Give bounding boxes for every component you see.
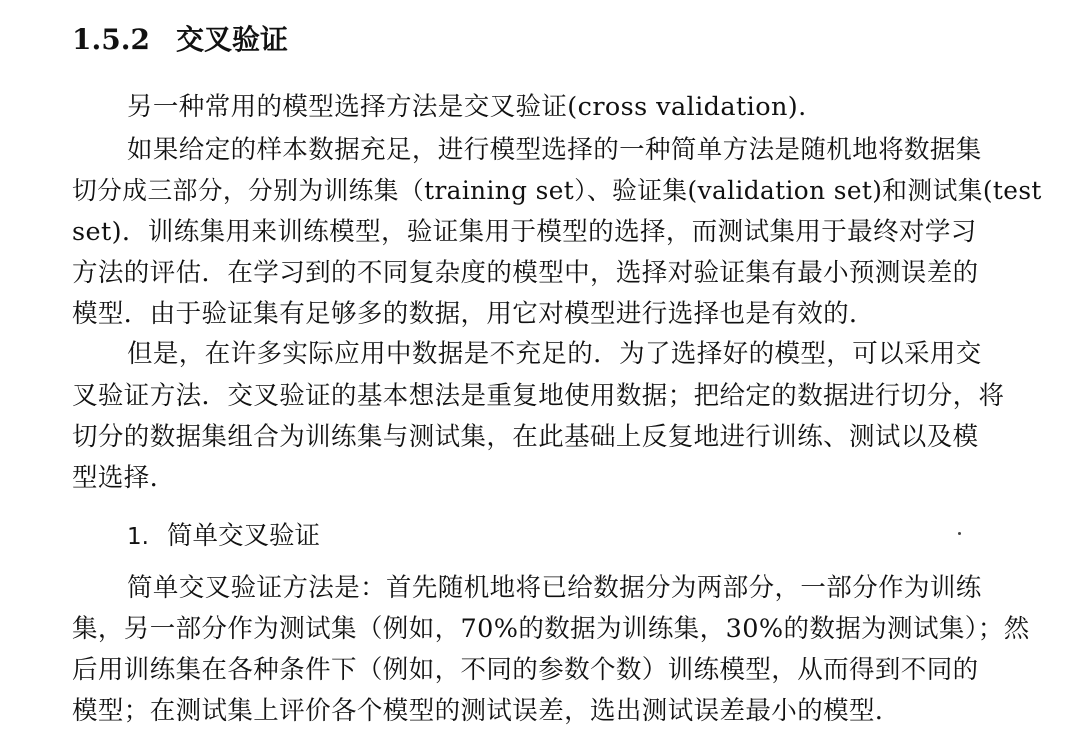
subsection-paragraph-line-4: 模型；在测试集上评价各个模型的测试误差，选出测试误差最小的模型． bbox=[72, 696, 901, 726]
section-number: 1.5.2 bbox=[72, 23, 150, 56]
paragraph-2-line-5: 模型．由于验证集有足够多的数据，用它对模型进行选择也是有效的． bbox=[72, 299, 875, 329]
subsection-paragraph-line-3: 后用训练集在各种条件下（例如，不同的参数个数）训练模型，从而得到不同的 bbox=[72, 655, 979, 685]
subsection-paragraph-line-2: 集，另一部分作为测试集（例如，70%的数据为训练集，30%的数据为测试集）；然 bbox=[72, 614, 1030, 644]
scan-speck bbox=[958, 532, 961, 535]
paragraph-2-line-2: 切分成三部分，分别为训练集（training set）、验证集(validation set)和测试集(test bbox=[72, 176, 1042, 205]
paragraph-3-line-3: 切分的数据集组合为训练集与测试集，在此基础上反复地进行训练、测试以及模 bbox=[72, 422, 979, 452]
paragraph-3-line-4: 型选择． bbox=[72, 463, 176, 493]
subsection-paragraph-line-1: 简单交叉验证方法是：首先随机地将已给数据分为两部分，一部分作为训练 bbox=[127, 573, 982, 603]
paragraph-3-line-1: 但是，在许多实际应用中数据是不充足的．为了选择好的模型，可以采用交 bbox=[127, 339, 982, 369]
subsection-heading bbox=[127, 516, 320, 552]
section-heading bbox=[72, 18, 288, 58]
paragraph-1-line-1: 另一种常用的模型选择方法是交叉验证(cross validation). bbox=[127, 92, 807, 122]
paragraph-2-line-4: 方法的评估．在学习到的不同复杂度的模型中，选择对验证集有最小预测误差的 bbox=[72, 258, 979, 288]
subsection-number: 1. bbox=[127, 524, 149, 550]
subsection-title: 简单交叉验证 bbox=[166, 521, 320, 551]
paragraph-2-line-1: 如果给定的样本数据充足，进行模型选择的一种简单方法是随机地将数据集 bbox=[127, 135, 982, 165]
section-title: 交叉验证 bbox=[175, 23, 288, 56]
paragraph-3-line-2: 叉验证方法．交叉验证的基本想法是重复地使用数据；把给定的数据进行切分，将 bbox=[72, 381, 1005, 411]
paragraph-2-line-3: set)．训练集用来训练模型，验证集用于模型的选择，而测试集用于最终对学习 bbox=[72, 217, 977, 247]
